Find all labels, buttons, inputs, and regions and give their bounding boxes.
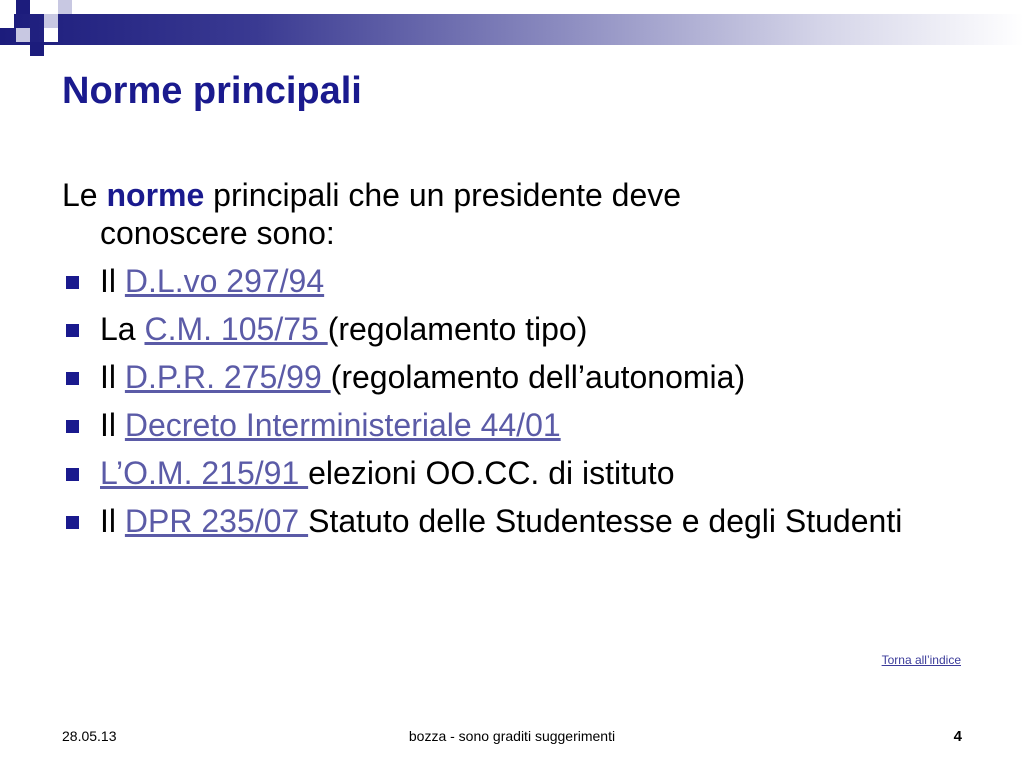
norm-link-di-44-01[interactable]: Decreto Interministeriale 44/01	[124, 407, 561, 443]
list-item	[62, 310, 982, 348]
page-number: 4	[953, 728, 962, 745]
list-item	[62, 502, 982, 540]
norm-link-dpr-275-99[interactable]: D.P.R. 275/99	[124, 359, 331, 395]
item-prefix: Il	[100, 263, 125, 299]
footer-note: bozza - sono graditi suggerimenti	[408, 728, 616, 744]
norm-link-cm-105-75[interactable]: C.M. 105/75	[144, 311, 328, 347]
bullet-icon	[66, 468, 79, 481]
header-band	[0, 14, 1024, 45]
bullet-icon	[66, 324, 79, 337]
bullet-icon	[66, 516, 79, 529]
decor-square	[30, 0, 44, 14]
item-prefix: Il	[100, 407, 125, 443]
intro-text: Le	[62, 177, 107, 213]
norm-link-dlvo-297-94[interactable]: D.L.vo 297/94	[124, 263, 325, 299]
list-item	[62, 454, 982, 492]
bullet-icon	[66, 420, 79, 433]
item-suffix: (regolamento dell’autonomia)	[330, 359, 746, 395]
item-prefix: La	[100, 311, 145, 347]
intro-paragraph	[62, 176, 962, 252]
item-suffix: Statuto delle Studentesse e degli Studenti	[308, 503, 903, 539]
item-prefix: Il	[100, 503, 125, 539]
item-suffix: (regolamento tipo)	[327, 311, 588, 347]
norm-link-dpr-235-07[interactable]: DPR 235/07	[124, 503, 309, 539]
decor-square	[30, 42, 44, 56]
intro-text: principali che un presidente deve	[204, 177, 682, 213]
decor-square	[44, 14, 58, 28]
decor-square	[0, 14, 14, 28]
intro-text: conoscere sono:	[100, 215, 335, 251]
decor-square	[58, 0, 72, 14]
intro-keyword: norme	[106, 177, 205, 213]
item-prefix: Il	[100, 359, 125, 395]
norms-list	[62, 262, 982, 550]
decor-square	[16, 0, 30, 14]
decor-square	[44, 28, 58, 42]
list-item	[62, 262, 982, 300]
list-item	[62, 358, 982, 396]
list-item	[62, 406, 982, 444]
bullet-icon	[66, 276, 79, 289]
footer-date: 28.05.13	[62, 728, 117, 744]
page-title: Norme principali	[62, 70, 362, 112]
back-to-index-link[interactable]: Torna all’indice	[881, 653, 961, 667]
item-suffix: elezioni OO.CC. di istituto	[308, 455, 675, 491]
decor-square	[16, 28, 30, 42]
bullet-icon	[66, 372, 79, 385]
norm-link-om-215-91[interactable]: L’O.M. 215/91	[100, 455, 309, 491]
